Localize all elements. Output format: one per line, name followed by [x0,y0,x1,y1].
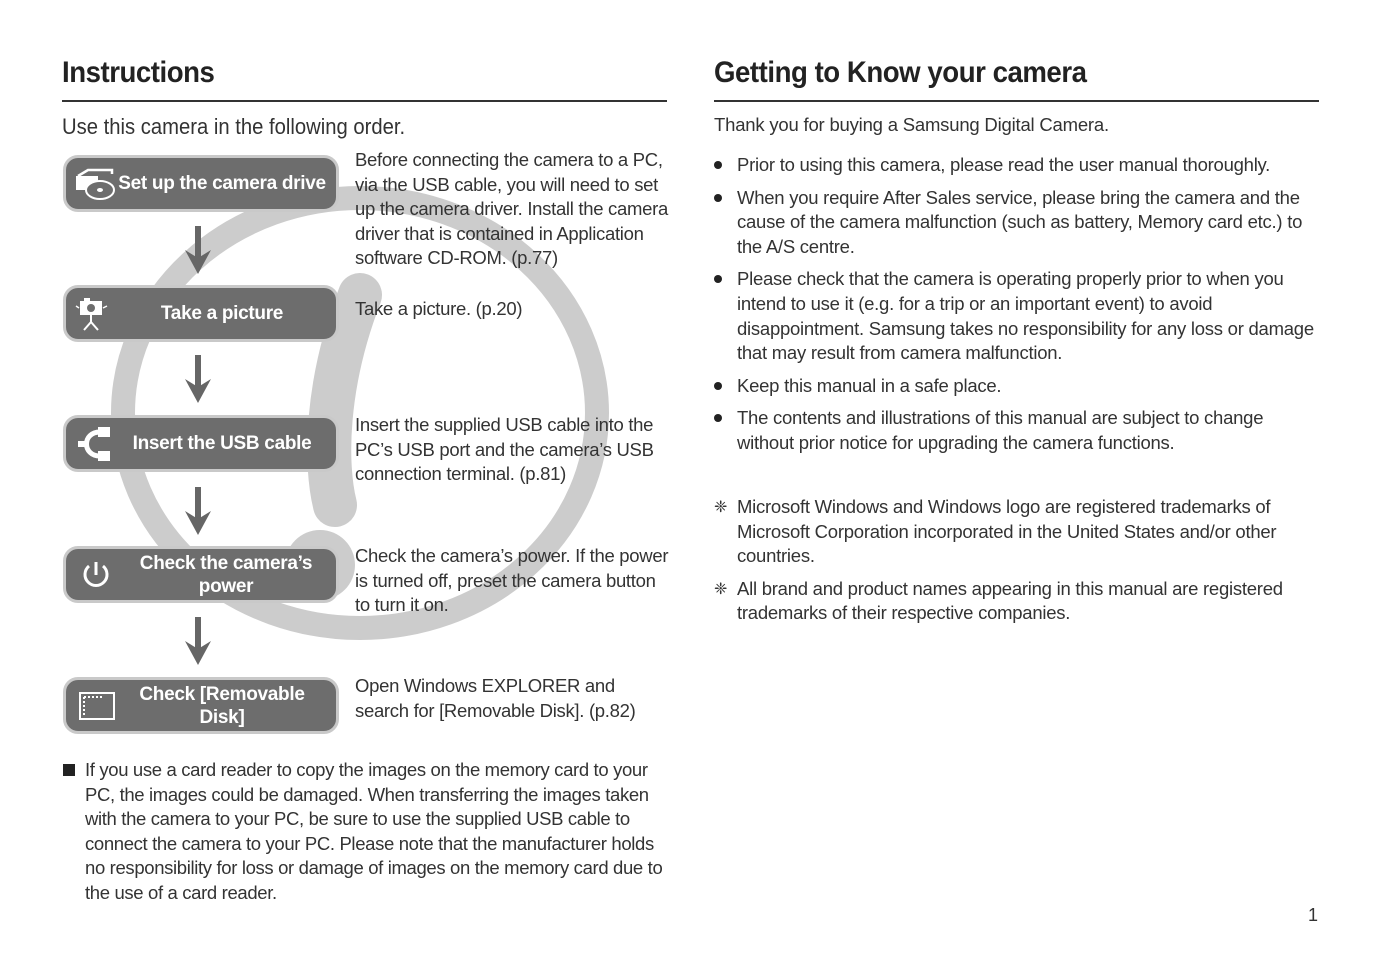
trademark-notes [714,495,1324,634]
page-title-instructions: Instructions [62,56,215,89]
bullet-list [714,153,1324,464]
step-check-removable-disk [63,677,339,734]
bullet-dot-icon [714,275,722,283]
intro-text: Thank you for buying a Samsung Digital Camera. [714,114,1109,135]
list-item: ❈ All brand and product names appearing in this manual are registered trademarks of their respective companies. [714,577,1283,624]
step-setup-driver [63,155,339,212]
page-number: 1 [1308,905,1319,925]
square-bullet-icon [63,764,75,776]
list-item: Prior to using this camera, please read the user manual thoroughly. [714,153,1324,178]
page-title-getting-to-know: Getting to Know your camera [714,56,1087,89]
step-description: Check the camera’s power. If the power is turned off, preset the camera button to turn it on. [355,545,669,616]
camera-tripod-icon [74,296,116,332]
bullet-dot-icon [714,414,722,422]
step-description: Insert the supplied USB cable into the PC’s USB port and the camera’s USB connection terminal. (p.81) [355,414,654,485]
bullet-dot-icon [714,382,722,390]
bullet-dot-icon [714,194,722,202]
card-reader-note: If you use a card reader to copy the images on the memory card to your PC, the images could be damaged. When transferring the images taken with the camera to your PC, be sure to use the supplied USB cable to connect the camera to your PC. Please note that the manufacturer holds no responsibility for loss or damage of images on the memory card due to the use of a card reader. [85,759,663,903]
step-label: Take a picture [160,303,284,324]
step-label: Set up the camera drive [118,173,326,194]
power-icon [74,557,116,593]
asterisk-icon: ❈ [714,578,728,598]
step-label: Check [Removable Disk] [139,683,305,728]
usb-cable-icon [74,426,116,462]
step-insert-usb [63,415,339,472]
removable-disk-icon [74,688,116,724]
list-item: Please check that the camera is operating properly prior to when you intend to use it (e.g. for a trip or an important event) to avoid disappointment. Samsung takes no responsibility for any loss or damage that may result from camera malfunction. [714,267,1324,365]
step-label: Check the camera’s power [139,552,313,597]
title-divider-left [62,100,667,102]
title-divider-right [714,100,1319,102]
list-item: ❈ Microsoft Windows and Windows logo are registered trademarks of Microsoft Corporation incorporated in the United States and/or other countries. [714,496,1277,567]
step-take-picture [63,285,339,342]
step-description: Open Windows EXPLORER and search for [Removable Disk]. (p.82) [355,675,636,721]
list-item: The contents and illustrations of this manual are subject to change without prior notice for upgrading the camera functions. [714,406,1324,455]
step-description: Before connecting the camera to a PC, via the USB cable, you will need to set up the camera driver. Install the camera driver that is contained in Application software CD-ROM. (p.77) [355,149,668,269]
bullet-dot-icon [714,161,722,169]
list-item: When you require After Sales service, please bring the camera and the cause of the camera malfunction (such as battery, Memory card etc.) to the A/S centre. [714,186,1324,260]
list-item: Keep this manual in a safe place. [714,374,1324,399]
section-subtitle: Use this camera in the following order. [62,114,406,139]
cd-disc-icon [74,166,116,202]
arrow-down-icon [185,487,211,537]
step-check-power [63,546,339,603]
arrow-down-icon [185,226,211,276]
step-description: Take a picture. (p.20) [355,298,523,319]
arrow-down-icon [185,617,211,667]
step-label: Insert the USB cable [132,433,312,454]
arrow-down-icon [185,355,211,405]
asterisk-icon: ❈ [714,497,728,516]
